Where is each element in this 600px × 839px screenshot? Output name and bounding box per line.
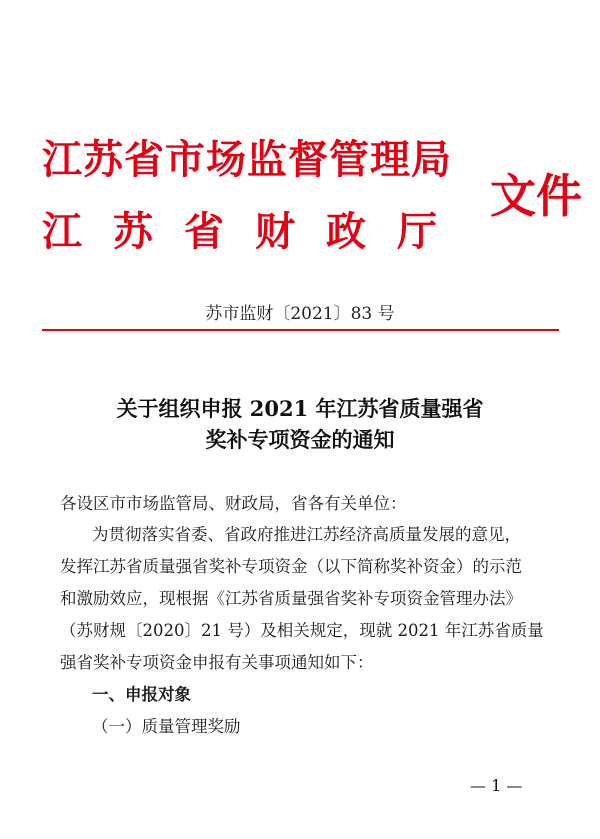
body-text-line: （苏财规〔2020〕21 号）及相关规定，现就 2021 年江苏省质量 [60, 621, 544, 640]
document-number: 苏市监财〔2021〕83 号 [205, 304, 395, 324]
section-heading: 一、申报对象 [92, 685, 191, 704]
addressee: 各设区市市场监管局、财政局，省各有关单位： [60, 494, 407, 513]
notice-title-line-2: 奖补专项资金的通知 [205, 427, 395, 452]
body-text-line: 和激励效应，现根据《江苏省质量强省奖补专项资金管理办法》 [60, 589, 522, 608]
red-divider-line [42, 329, 559, 331]
issuer-line-finance-department: 江苏省财政厅 [42, 208, 468, 255]
body-text-line: 强省奖补专项资金申报有关事项通知如下： [60, 653, 374, 672]
subsection-heading: （一）质量管理奖励 [92, 717, 241, 736]
body-text-line: 为贯彻落实省委、省政府推进江苏经济高质量发展的意见， [92, 525, 521, 544]
body-text-line: 发挥江苏省质量强省奖补专项资金（以下简称奖补资金）的示范 [60, 557, 522, 576]
document-type-label: 文件 [490, 169, 582, 223]
issuer-line-market-regulation: 江苏省市场监督管理局 [42, 136, 452, 183]
page-number: — 1 — [470, 776, 523, 795]
notice-title-line-1: 关于组织申报 2021 年江苏省质量强省 [116, 396, 484, 421]
